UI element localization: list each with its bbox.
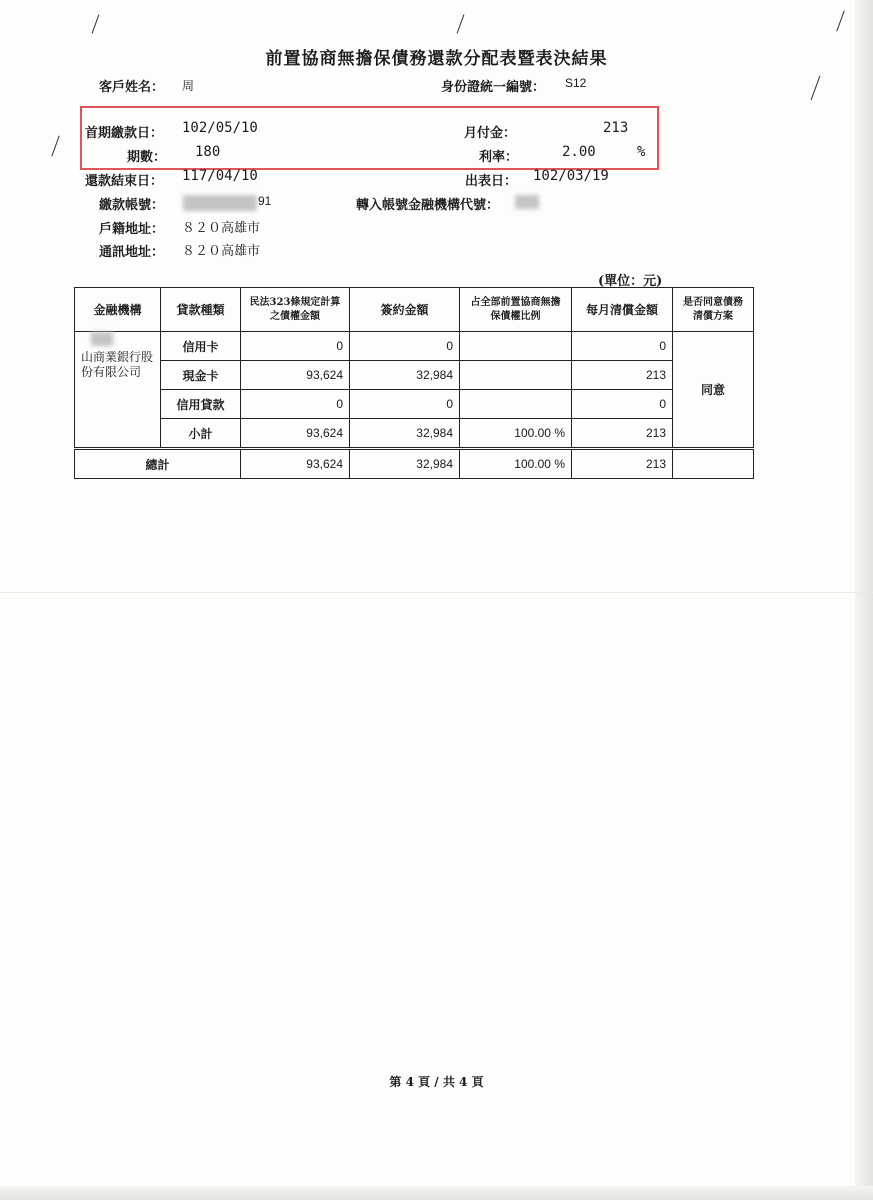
ratio-cell (460, 390, 572, 419)
signed-cell: 0 (350, 390, 460, 419)
rate-label: 利率： (479, 150, 519, 165)
table-header-row (75, 288, 754, 332)
scan-mark (836, 10, 844, 31)
redacted-block (515, 195, 539, 209)
claim-cell: 93,624 (241, 361, 350, 390)
signed-cell: 32,984 (350, 449, 460, 479)
customer-name-label: 客戶姓名： (99, 80, 165, 95)
signed-cell: 0 (350, 332, 460, 361)
claim-cell: 93,624 (241, 449, 350, 479)
monthly-payment-value: 213 (603, 120, 629, 136)
institution-cell (75, 332, 161, 449)
id-label: 身份證統一編號： (441, 80, 546, 95)
monthly-cell: 0 (572, 390, 673, 419)
rate-unit: % (637, 144, 646, 160)
scan-edge (0, 1186, 873, 1200)
first-payment-label: 首期繳款日： (85, 126, 164, 141)
allocation-table (74, 287, 754, 479)
header-ratio: 占全部前置協商無擔保債權比例 (460, 288, 572, 332)
end-date-value: 117/04/10 (182, 168, 258, 184)
household-address-value: ８２０高雄市 (182, 220, 261, 235)
end-date-label: 還款結束日： (85, 174, 164, 189)
monthly-cell: 0 (572, 332, 673, 361)
mailing-address-label: 通訊地址： (99, 245, 165, 260)
claim-cell: 0 (241, 332, 350, 361)
monthly-cell: 213 (572, 419, 673, 449)
ratio-cell (460, 361, 572, 390)
monthly-payment-label: 月付金： (464, 126, 517, 141)
loan-type-cell: 現金卡 (161, 361, 241, 390)
table-row (75, 361, 754, 390)
unit-note: (單位：元) (598, 274, 663, 289)
redacted-block (183, 195, 257, 211)
scan-mark (811, 76, 821, 101)
ratio-unit: % (554, 426, 565, 440)
account-value: 91 (258, 194, 272, 208)
loan-type-cell: 信用卡 (161, 332, 241, 361)
ratio-value: 100.00 (514, 426, 551, 440)
header-loan-type: 貸款種類 (161, 288, 241, 332)
agree-cell-empty (673, 449, 754, 479)
scan-edge (855, 0, 873, 1200)
household-address-label: 戶籍地址： (99, 222, 165, 237)
transfer-code-label: 轉入帳號金融機構代號： (356, 198, 500, 213)
header-claim-amount: 民法323條規定計算之債權金額 (241, 288, 350, 332)
highlight-box (80, 106, 659, 170)
periods-value: 180 (195, 144, 221, 160)
header-agree: 是否同意債務清償方案 (673, 288, 754, 332)
periods-label: 期數： (127, 150, 167, 165)
first-payment-value: 102/05/10 (182, 120, 258, 136)
issue-date-value: 102/03/19 (533, 168, 609, 184)
ratio-cell (460, 332, 572, 361)
agree-cell: 同意 (673, 332, 754, 449)
fold-line (0, 592, 873, 593)
header-signed-amount: 簽約金額 (350, 288, 460, 332)
account-label: 繳款帳號： (99, 198, 165, 213)
header-institution: 金融機構 (75, 288, 161, 332)
institution-name: 山商業銀行股份有限公司 (81, 350, 154, 379)
claim-cell: 0 (241, 390, 350, 419)
total-row (75, 449, 754, 479)
loan-type-cell: 信用貸款 (161, 390, 241, 419)
page-number: 第 4 頁 / 共 4 頁 (389, 1075, 484, 1089)
monthly-cell: 213 (572, 449, 673, 479)
issue-date-label: 出表日： (465, 174, 518, 189)
scan-mark (51, 135, 59, 156)
subtotal-label: 小計 (161, 419, 241, 449)
redacted-block (91, 332, 113, 346)
id-value: S12 (565, 76, 587, 90)
claim-cell: 93,624 (241, 419, 350, 449)
ratio-cell (460, 419, 572, 449)
table-row (75, 332, 754, 361)
scan-mark (92, 14, 100, 33)
customer-name-value: 周 (182, 79, 195, 93)
table-row (75, 390, 754, 419)
mailing-address-value: ８２０高雄市 (182, 243, 261, 258)
total-label: 總計 (75, 449, 241, 479)
monthly-cell: 213 (572, 361, 673, 390)
rate-value: 2.00 (562, 144, 596, 160)
subtotal-row (75, 419, 754, 449)
scan-mark (457, 14, 465, 33)
ratio-value: 100.00 (514, 457, 551, 471)
ratio-unit: % (554, 457, 565, 471)
header-monthly: 每月清償金額 (572, 288, 673, 332)
signed-cell: 32,984 (350, 361, 460, 390)
document-title: 前置協商無擔保債務還款分配表暨表決結果 (265, 49, 608, 69)
signed-cell: 32,984 (350, 419, 460, 449)
ratio-cell (460, 449, 572, 479)
